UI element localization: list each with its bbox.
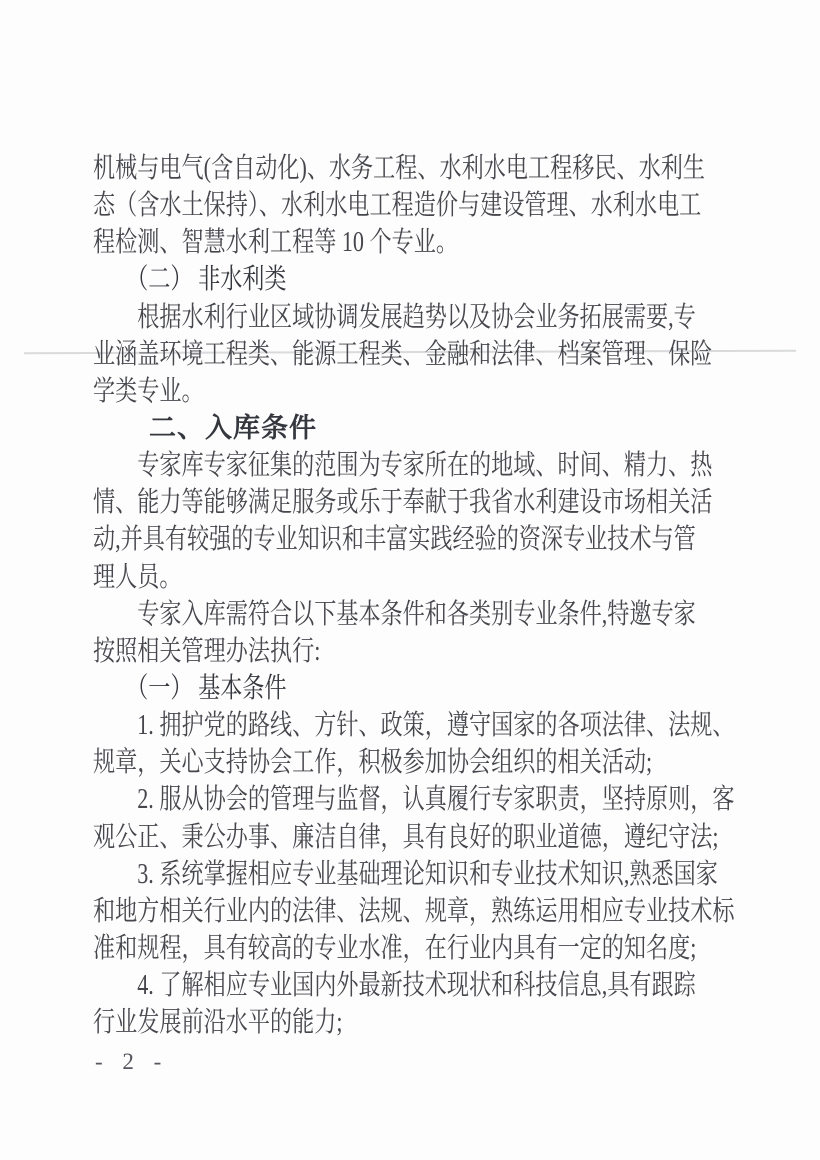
- document-line: 1. 拥护党的路线、方针、政策，遵守国家的各项法律、法规、: [93, 710, 735, 742]
- document-line: 4. 了解相应专业国内外最新技术现状和科技信息,具有跟踪: [93, 970, 696, 1002]
- document-line: 行业发展前沿水平的能力;: [93, 1007, 343, 1039]
- document-body: [93, 150, 733, 1041]
- document-line: 二、入库条件: [93, 412, 317, 443]
- document-line: 机械与电气(含自动化)、水务工程、水利水电工程移民、水利生: [93, 153, 705, 184]
- document-line: 专家库专家征集的范围为专家所在的地域、时间、精力、热: [93, 450, 713, 482]
- document-line: 动,并具有较强的专业知识和丰富实践经验的资深专业技术与管: [93, 524, 696, 556]
- document-line: 学类专业。: [93, 375, 204, 407]
- document-line: （二） 非水利类: [93, 264, 287, 296]
- document-line: 专家入库需符合以下基本条件和各类别专业条件,特邀专家: [93, 598, 696, 630]
- document-line: 根据水利行业区域协调发展趋势以及协会业务拓展需要,专: [93, 301, 696, 333]
- document-line: 态（含水土保持）、水利水电工程造价与建设管理、水利水电工: [93, 190, 702, 222]
- document-line: 情、能力等能够满足服务或乐于奉献于我省水利建设市场相关活: [93, 487, 713, 519]
- document-line: 2. 服从协会的管理与监督，认真履行专家职责，坚持原则，客: [93, 784, 735, 816]
- document-line: 程检测、智慧水利工程等 10 个专业。: [93, 227, 458, 259]
- document-line: 规章，关心支持协会工作，积极参加协会组织的相关活动;: [93, 747, 653, 779]
- document-line: 按照相关管理办法执行:: [93, 635, 321, 667]
- document-line: 准和规程，具有较高的专业水准，在行业内具有一定的知名度;: [93, 932, 697, 964]
- document-line: （一） 基本条件: [93, 672, 287, 704]
- document-line: 业涵盖环境工程类、能源工程类、金融和法律、档案管理、保险: [93, 338, 713, 370]
- document-line: 观公正、秉公办事、廉洁自律，具有良好的职业道德，遵纪守法;: [93, 821, 719, 853]
- document-line: 3. 系统掌握相应专业基础理论知识和专业技术知识,熟悉国家: [93, 858, 718, 890]
- document-line: 和地方相关行业内的法律、法规、规章，熟练运用相应专业技术标: [93, 895, 735, 927]
- document-line: 理人员。: [93, 561, 182, 593]
- page-number: - 2 -: [95, 1049, 169, 1074]
